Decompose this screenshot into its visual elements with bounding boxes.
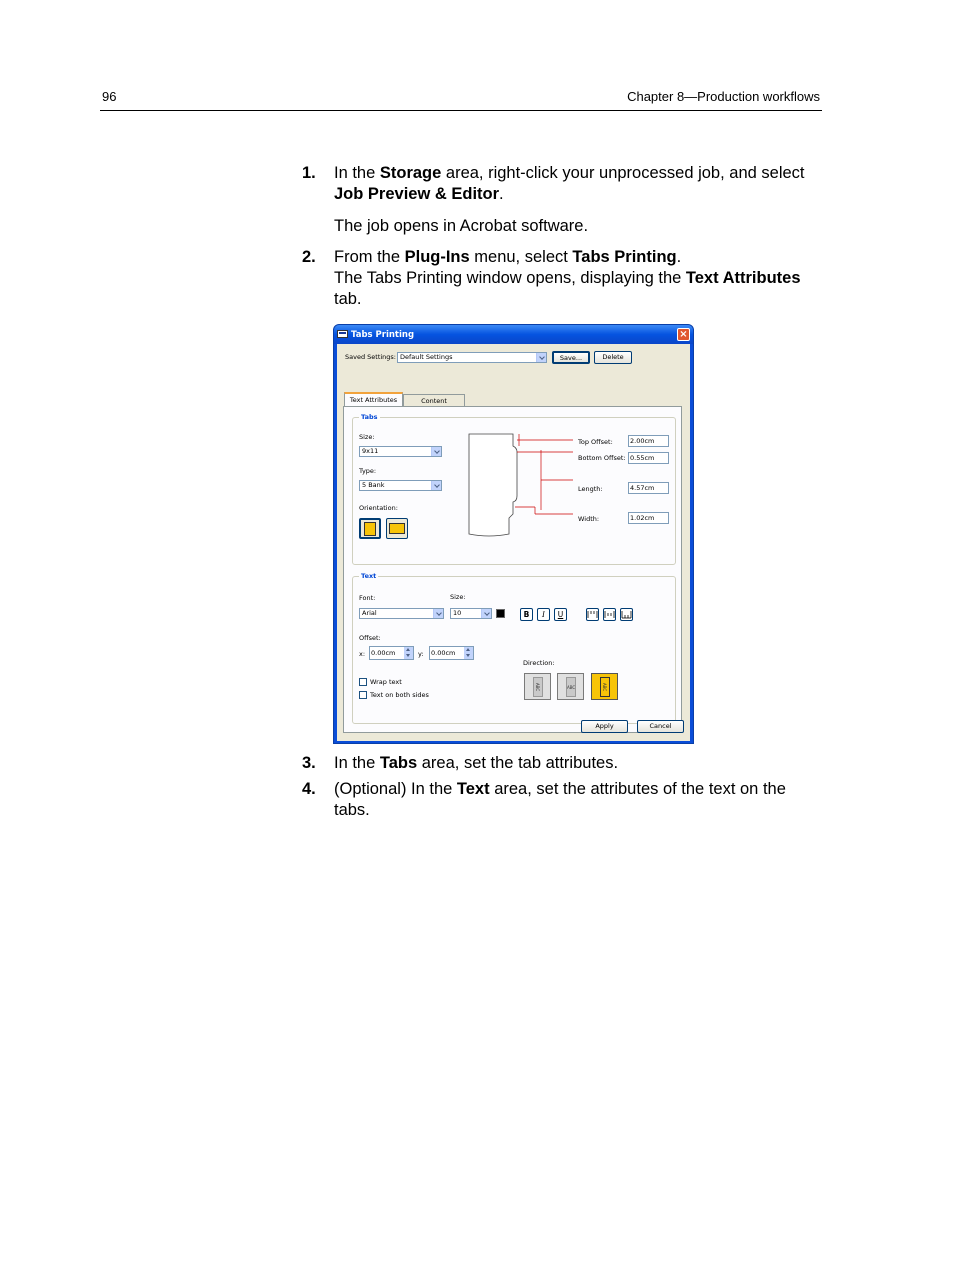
cancel-button[interactable]: Cancel	[637, 720, 684, 733]
chevron-down-icon	[481, 609, 491, 618]
direction-horizontal-button[interactable]	[557, 673, 584, 700]
tab-panel	[343, 406, 682, 733]
direction-up-button[interactable]	[591, 673, 618, 700]
bottom-offset-label: Bottom Offset:	[578, 454, 626, 462]
step-4	[302, 779, 832, 821]
chevron-down-icon	[431, 481, 441, 490]
apply-button[interactable]: Apply	[581, 720, 628, 733]
length-input[interactable]: 4.57cm	[628, 482, 669, 494]
length-label: Length:	[578, 485, 603, 493]
tab-chip-icon: ABC	[533, 677, 543, 697]
direction-down-button[interactable]	[524, 673, 551, 700]
save-button[interactable]: Save...	[552, 351, 590, 364]
offset-label: Offset:	[359, 634, 381, 642]
running-head	[100, 88, 822, 111]
x-label: x:	[359, 650, 366, 658]
tab-size-select[interactable]: 9x11	[359, 446, 442, 457]
align-top-icon[interactable]	[586, 608, 599, 621]
step-number: 4.	[302, 780, 316, 798]
tab-chip-icon: ABC	[600, 677, 610, 697]
orientation-portrait-icon[interactable]	[359, 518, 381, 539]
orientation-label: Orientation:	[359, 504, 398, 512]
color-swatch[interactable]	[496, 609, 505, 618]
tabs-group-title: Tabs	[361, 413, 378, 421]
step-text: In the Tabs area, set the tab attributes.	[334, 754, 619, 772]
step-number: 2.	[302, 248, 316, 266]
spin-arrows-icon[interactable]	[464, 647, 473, 659]
font-select[interactable]: Arial	[359, 608, 444, 619]
spin-arrows-icon[interactable]	[404, 647, 413, 659]
step-number: 1.	[302, 164, 316, 182]
step-text: In the Storage area, right-click your unprocessed job, and select Job Preview & Editor.	[334, 164, 805, 203]
y-label: y:	[418, 650, 424, 658]
align-middle-icon[interactable]	[603, 608, 616, 621]
tab-content[interactable]: Content	[403, 394, 465, 407]
step-1-note: The job opens in Acrobat software.	[334, 217, 589, 235]
step-text: (Optional) In the Text area, set the attributes of the text on the tabs.	[334, 780, 786, 819]
align-bottom-icon[interactable]	[620, 608, 633, 621]
top-offset-input[interactable]: 2.00cm	[628, 435, 669, 447]
text-both-sides-checkbox[interactable]	[359, 691, 367, 699]
step-3	[302, 753, 832, 774]
bold-button[interactable]: B	[520, 608, 533, 621]
app-icon	[337, 330, 348, 338]
underline-button[interactable]: U	[554, 608, 567, 621]
direction-label: Direction:	[523, 659, 555, 667]
orientation-landscape-icon[interactable]	[386, 518, 408, 539]
text-size-select[interactable]: 10	[450, 608, 492, 619]
tab-text-attributes[interactable]: Text Attributes	[344, 392, 403, 406]
width-label: Width:	[578, 515, 600, 523]
bottom-offset-input[interactable]: 0.55cm	[628, 452, 669, 464]
wrap-text-label: Wrap text	[370, 678, 402, 686]
tabs-printing-dialog	[333, 324, 694, 744]
step-2	[302, 247, 832, 310]
chevron-down-icon	[433, 609, 443, 618]
step-number: 3.	[302, 754, 316, 772]
step-1	[302, 163, 832, 205]
width-input[interactable]: 1.02cm	[628, 512, 669, 524]
tab-dimension-diagram	[465, 430, 575, 542]
text-both-sides-label: Text on both sides	[370, 691, 429, 699]
chevron-down-icon	[536, 353, 546, 362]
x-offset-stepper[interactable]: 0.00cm	[369, 646, 414, 660]
size-label: Size:	[359, 433, 375, 441]
text-group	[352, 572, 676, 724]
top-offset-label: Top Offset:	[578, 438, 613, 446]
tab-type-select[interactable]: 5 Bank	[359, 480, 442, 491]
saved-settings-select[interactable]: Default Settings	[397, 352, 547, 363]
tab-chip-icon: ABC	[566, 677, 576, 697]
close-icon[interactable]: ×	[677, 328, 690, 341]
wrap-text-checkbox[interactable]	[359, 678, 367, 686]
text-size-label: Size:	[450, 593, 466, 601]
saved-settings-label: Saved Settings:	[345, 353, 396, 361]
chapter-title: Chapter 8—Production workflows	[627, 89, 820, 104]
italic-button[interactable]: I	[537, 608, 550, 621]
delete-button[interactable]: Delete	[594, 351, 632, 364]
page-number: 96	[102, 89, 117, 104]
font-label: Font:	[359, 594, 376, 602]
text-group-title: Text	[361, 572, 377, 580]
dialog-title: Tabs Printing	[351, 330, 415, 340]
chevron-down-icon	[431, 447, 441, 456]
tabs-group	[352, 413, 676, 565]
type-label: Type:	[359, 467, 377, 475]
dialog-client	[337, 344, 690, 741]
y-offset-stepper[interactable]: 0.00cm	[429, 646, 474, 660]
step-text: From the Plug-Ins menu, select Tabs Printing. The Tabs Printing window opens, displaying the Text Attributes tab.	[334, 248, 801, 308]
title-bar	[334, 325, 693, 344]
